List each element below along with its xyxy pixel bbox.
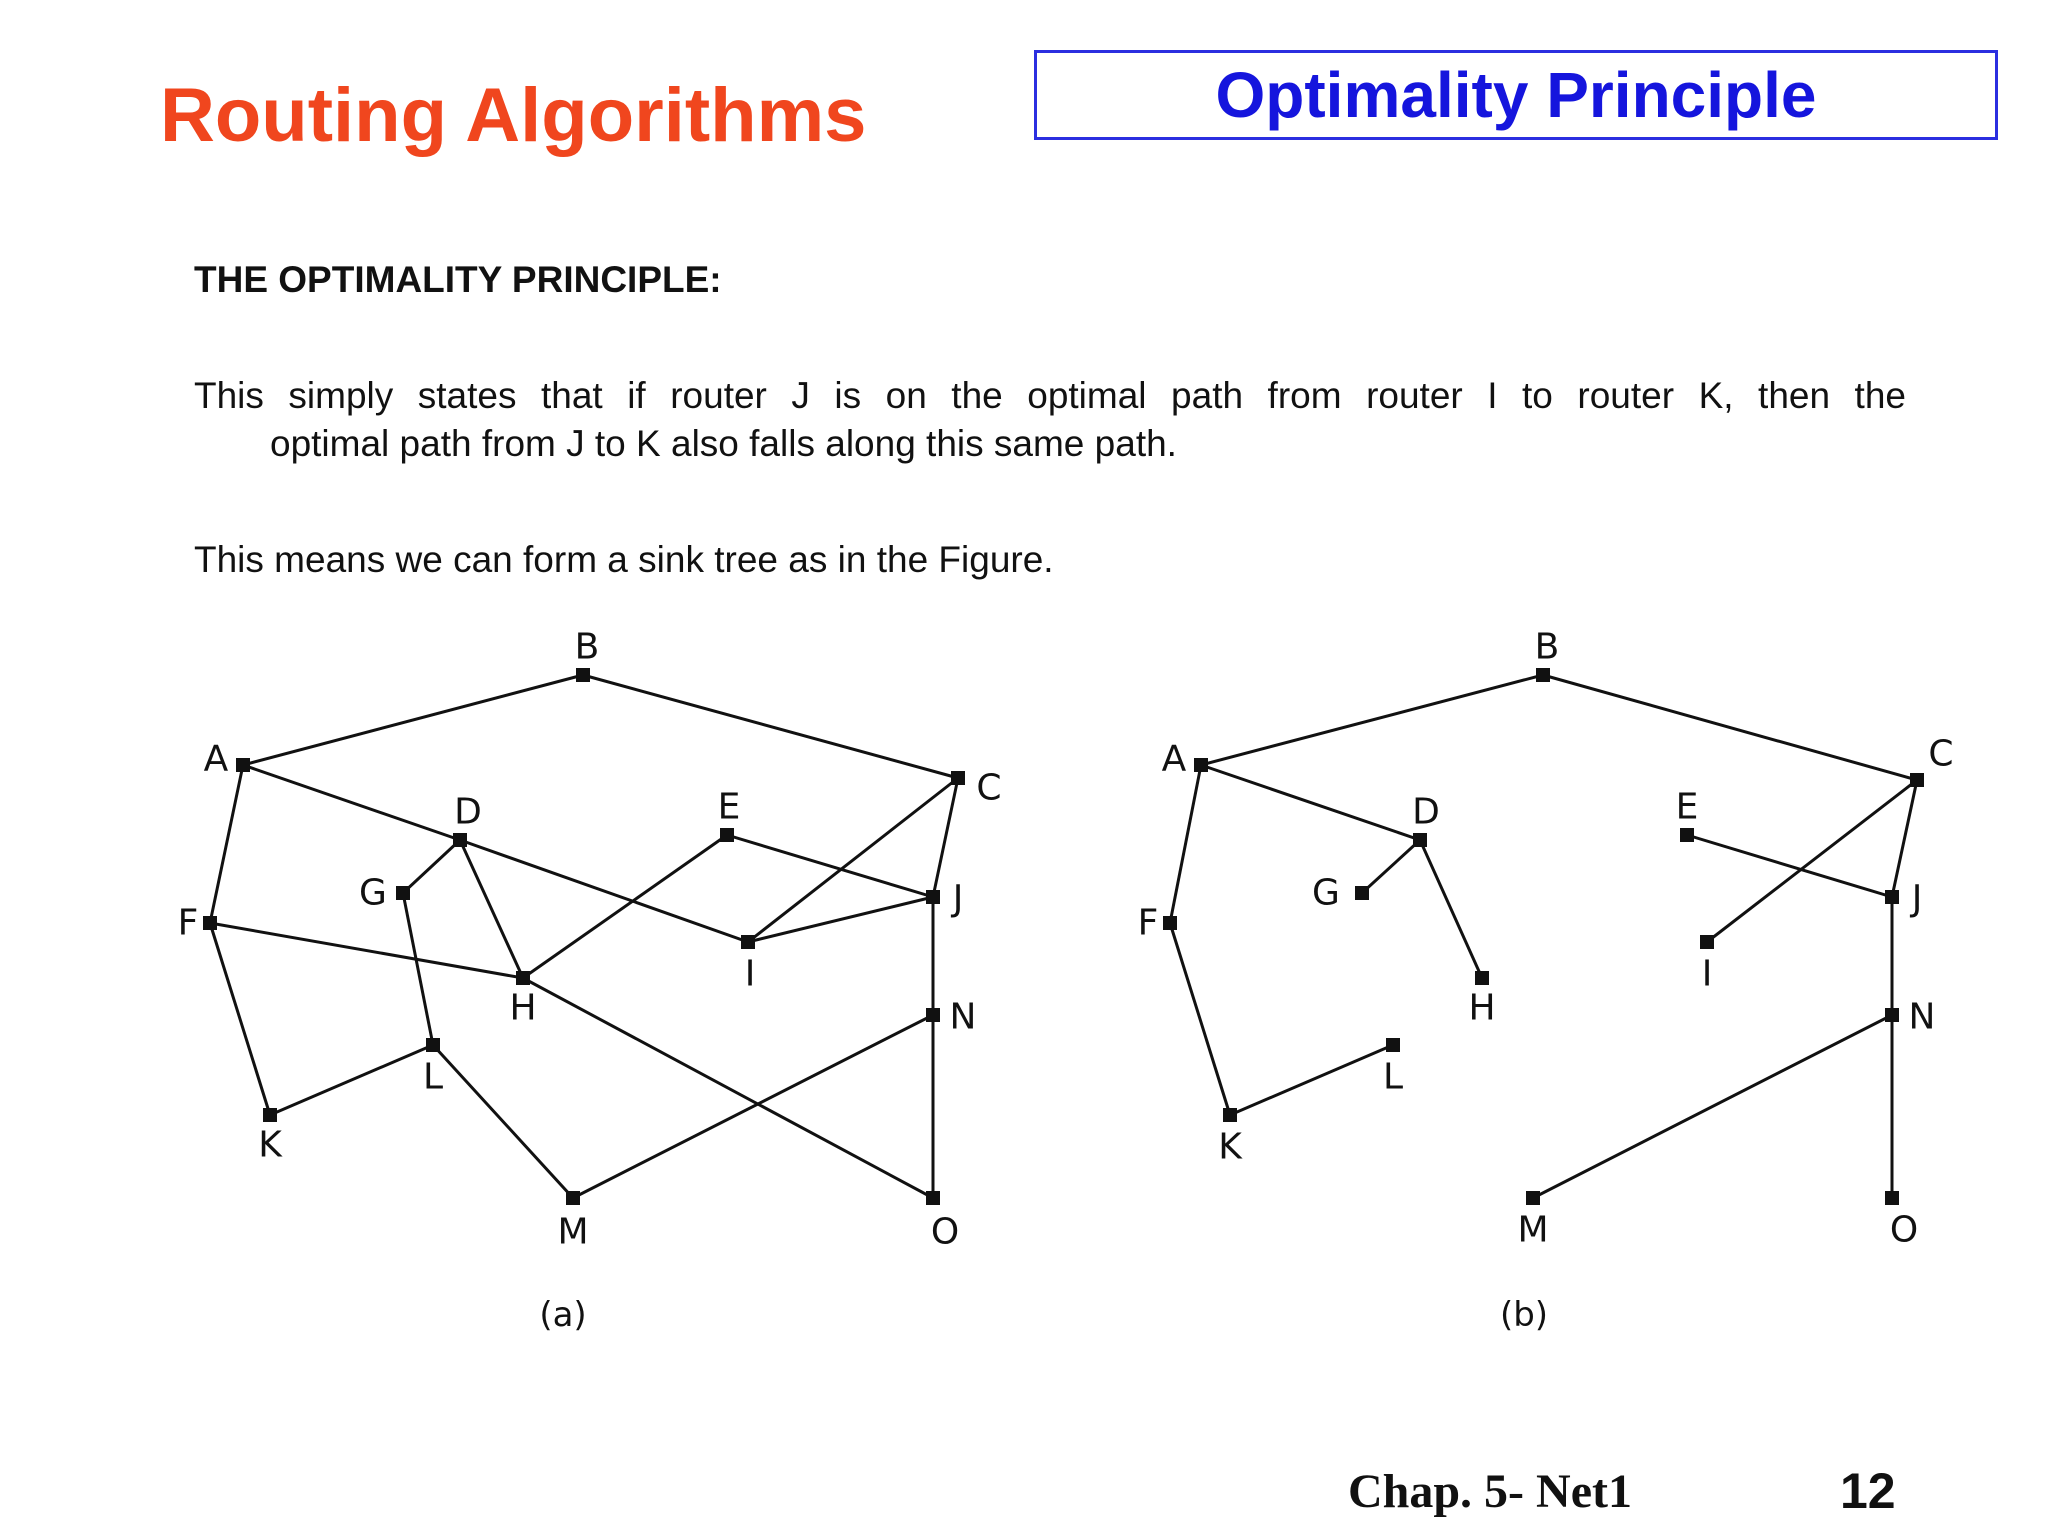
subnet-edge-a-f [210,765,243,923]
sink-tree-node-label-b: B [1534,626,1560,668]
sink-tree-node-label-f: F [1137,902,1159,944]
sink-tree-node-label-m: M [1517,1209,1549,1251]
sink-tree-edge-e-j [1687,835,1892,897]
principle-line-1: This simply states that if router J is on the optimal path from router I to router K, then the [194,375,1906,416]
sink-tree-edge-b-c [1543,675,1917,780]
subnet-graph [178,627,1002,1336]
subnet-node-label-b: B [574,626,600,668]
sink-tree-node-label-j: J [1911,878,1923,920]
sink-tree-node-j [1885,890,1899,904]
subnet-node-label-g: G [359,872,387,914]
sink-tree-node-label-k: K [1218,1126,1242,1168]
sink-tree-node-label-l: L [1382,1056,1404,1098]
sink-tree-edge-d-g [1362,840,1420,893]
subnet-node-label-d: D [454,791,482,833]
sink-tree-edge-a-f [1170,765,1201,923]
subnet-node-b [576,668,590,682]
subnet-node-label-m: M [557,1211,589,1253]
sink-tree-node-a [1194,758,1208,772]
subnet-node-label-f: F [177,902,199,944]
sink-tree-node-h [1475,971,1489,985]
sink-tree-node-label-g: G [1312,872,1340,914]
sink-tree-graph [1138,627,1954,1336]
subnet-node-label-l: L [422,1056,444,1098]
subnet-node-k [263,1108,277,1122]
subnet-node-a [236,758,250,772]
sink-tree-node-m [1526,1191,1540,1205]
sink-tree-edge-a-b [1201,675,1543,765]
subnet-node-label-c: C [976,767,1002,809]
subnet-node-l [426,1038,440,1052]
sink-tree-node-f [1163,916,1177,930]
subnet-node-h [516,971,530,985]
subnet-edge-b-c [583,675,958,778]
subnet-node-o [926,1191,940,1205]
subnet-edge-f-h [210,923,523,978]
sink-tree-node-label-d: D [1412,791,1440,833]
slide-title: Routing Algorithms [160,73,867,158]
sink-tree-edge-n-m [1533,1015,1892,1198]
sink-tree-node-label-i: I [1701,953,1713,995]
subnet-node-label-e: E [717,786,741,828]
sink-tree-node-n [1885,1008,1899,1022]
subnet-edge-f-k [210,923,270,1115]
page-number: 12 [1840,1463,1896,1519]
sink-tree-edge-f-k [1170,923,1230,1115]
subnet-node-label-n: N [949,996,977,1038]
sink-tree-edge-k-l [1230,1045,1393,1115]
sink-tree-node-o [1885,1191,1899,1205]
subnet-edge-h-e [523,835,727,978]
sink-tree-caption: (b) [1499,1295,1549,1335]
sink-tree-node-label-c: C [1928,733,1954,775]
sink-tree-node-b [1536,668,1550,682]
subnet-node-e [720,828,734,842]
sink-tree-node-l [1386,1038,1400,1052]
slide-subtitle: Optimality Principle [1215,59,1817,131]
section-heading: THE OPTIMALITY PRINCIPLE: [194,259,722,300]
subnet-edge-a-d [243,765,460,840]
subnet-edge-d-h [460,840,523,978]
subnet-node-label-a: A [203,738,229,780]
sink-tree-node-label-o: O [1889,1209,1919,1251]
sink-tree-node-g [1355,886,1369,900]
subnet-edge-g-l [403,893,433,1045]
sink-tree-node-label-a: A [1161,738,1187,780]
sink-tree-node-label-e: E [1675,786,1699,828]
sink-tree-node-i [1700,935,1714,949]
subnet-node-label-o: O [930,1211,960,1253]
principle-line-2: optimal path from J to K also falls along this same path. [270,423,1177,464]
sink-tree-edge-a-d [1201,765,1420,840]
subnet-edge-e-j [727,835,933,897]
sink-tree-node-label-n: N [1908,996,1936,1038]
subnet-node-j [926,890,940,904]
subnet-node-label-k: K [258,1124,282,1166]
subnet-edge-a-b [243,675,583,765]
subnet-node-d [453,833,467,847]
sink-tree-edge-d-h [1420,840,1482,978]
sink-tree-edge-c-i [1707,780,1917,942]
subnet-edge-d-g [403,840,460,893]
sink-tree-node-k [1223,1108,1237,1122]
subnet-caption: (a) [539,1295,587,1335]
subnet-edge-h-o [523,978,933,1198]
subnet-node-f [203,916,217,930]
subnet-node-label-i: I [744,953,756,995]
sink-tree-node-c [1910,773,1924,787]
sink-tree-node-e [1680,828,1694,842]
sink-tree-node-label-h: H [1468,987,1496,1029]
subnet-node-n [926,1008,940,1022]
sink-tree-paragraph: This means we can form a sink tree as in the Figure. [194,539,1054,580]
subnet-node-label-j: J [952,878,964,920]
sink-tree-node-d [1413,833,1427,847]
subnet-edge-k-l [270,1045,433,1115]
subnet-node-i [741,935,755,949]
subnet-node-g [396,886,410,900]
subnet-edge-d-i [460,840,748,942]
subnet-edge-l-m [433,1045,573,1198]
subnet-node-c [951,771,965,785]
subnet-node-m [566,1191,580,1205]
footer-chapter: Chap. 5- Net1 [1348,1465,1632,1518]
subnet-node-label-h: H [509,987,537,1029]
